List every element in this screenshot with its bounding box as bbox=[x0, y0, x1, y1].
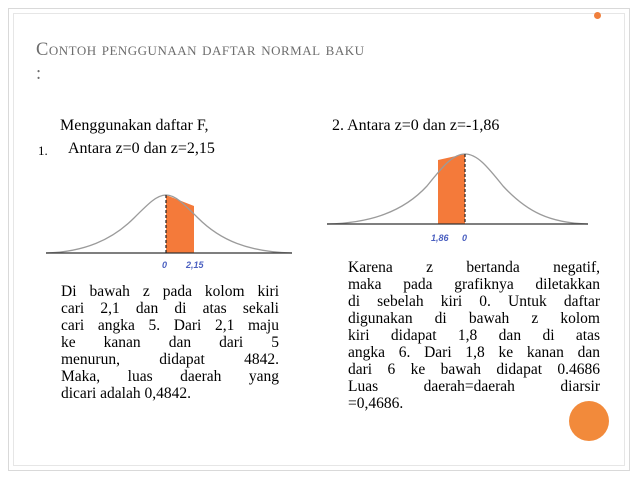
left-shaded-area bbox=[166, 195, 194, 253]
left-intro: Menggunakan daftar F, bbox=[60, 117, 209, 134]
right-heading: 2. Antara z=0 dan z=-1,86 bbox=[332, 117, 500, 134]
left-item-text: Antara z=0 dan z=2,15 bbox=[68, 140, 215, 157]
left-item-number: 1. bbox=[38, 143, 48, 158]
right-paragraph-line: digunakan di bawah z kolom bbox=[348, 310, 600, 327]
left-paragraph-line: Di bawah z pada kolom kiri bbox=[61, 283, 279, 300]
corner-dot bbox=[594, 12, 601, 19]
left-paragraph-line: cari angka 5. Dari 2,1 maju bbox=[61, 317, 279, 334]
right-shaded-area bbox=[438, 154, 465, 224]
slide-title bbox=[36, 38, 576, 86]
right-label-zero: 0 bbox=[462, 233, 468, 243]
right-normal-curve-chart bbox=[325, 140, 590, 250]
right-paragraph-line: maka pada grafiknya diletakkan bbox=[348, 276, 600, 293]
right-paragraph-line: di sebelah kiri 0. Untuk daftar bbox=[348, 293, 600, 310]
slide-title-line1: Contoh penggunaan daftar normal baku bbox=[36, 40, 365, 60]
right-paragraph-line: Luas daerah=daerah diarsir bbox=[348, 378, 600, 395]
right-paragraph-line: angka 6. Dari 1,8 ke kanan dan bbox=[348, 344, 600, 361]
right-paragraph-line: dari 6 ke bawah didapat 0.4686 bbox=[348, 361, 600, 378]
slide-title-line2: : bbox=[36, 64, 42, 84]
right-paragraph bbox=[348, 259, 600, 412]
orange-circle-button[interactable] bbox=[569, 401, 609, 441]
right-paragraph-line: =0,4686. bbox=[348, 395, 404, 412]
left-normal-curve-chart bbox=[44, 170, 294, 275]
right-paragraph-line: kiri didapat 1,8 dan di atas bbox=[348, 327, 600, 344]
left-paragraph-line: cari 2,1 dan di atas sekali bbox=[61, 300, 279, 317]
left-paragraph-line: ke kanan dan dari 5 bbox=[61, 334, 279, 351]
right-paragraph-line: Karena z bertanda negatif, bbox=[348, 259, 600, 276]
left-paragraph bbox=[61, 283, 279, 402]
left-paragraph-line: dicari adalah 0,4842. bbox=[61, 385, 191, 402]
right-label-z: 1,86 bbox=[431, 233, 449, 243]
left-label-z: 2,15 bbox=[186, 260, 204, 270]
left-paragraph-line: Maka, luas daerah yang bbox=[61, 368, 279, 385]
left-label-zero: 0 bbox=[162, 260, 168, 270]
left-paragraph-line: menurun, didapat 4842. bbox=[61, 351, 279, 368]
